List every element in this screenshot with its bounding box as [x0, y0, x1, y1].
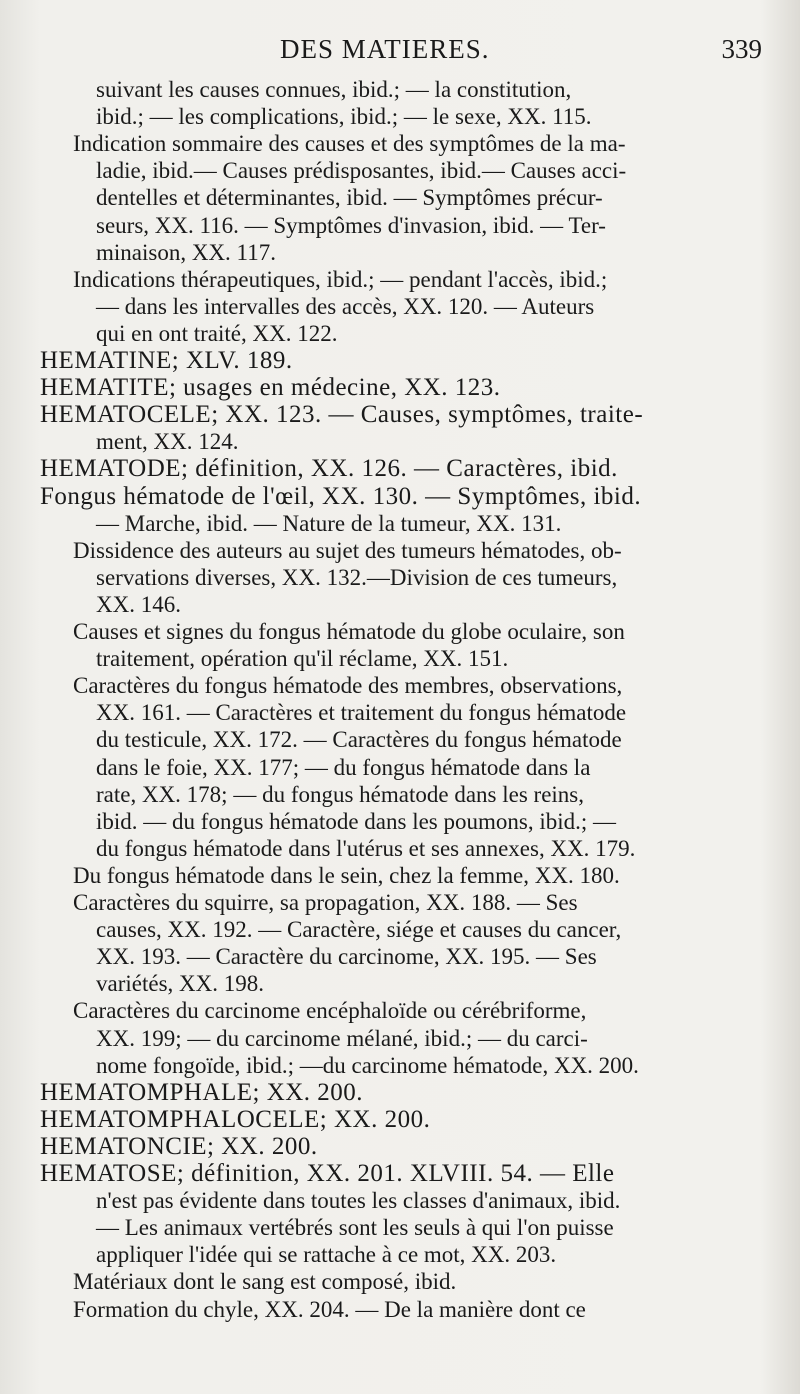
index-line	[0, 1296, 800, 1323]
index-line-text: Dissidence des auteurs au sujet des tumeurs hématodes, ob-	[73, 537, 622, 563]
index-line-text: HEMATODE; définition, XX. 126. — Caractères, ibid.	[40, 455, 618, 483]
index-line	[0, 1052, 800, 1079]
index-line	[0, 483, 800, 510]
index-line	[0, 266, 800, 293]
index-line-text: du testicule, XX. 172. — Caractères du fongus hématode	[96, 727, 622, 753]
index-line	[0, 645, 800, 672]
index-line-text: HEMATOCELE; XX. 123. — Causes, symptômes, traite-	[40, 401, 644, 429]
index-line-text: rate, XX. 178; — du fongus hématode dans les reins,	[96, 781, 585, 807]
index-line-text: Indication sommaire des causes et des symptômes de la ma-	[73, 131, 626, 157]
index-line	[0, 428, 800, 455]
index-line	[0, 401, 800, 428]
index-line-text: Caractères du carcinome encéphaloïde ou cérébriforme,	[73, 998, 587, 1024]
index-line	[0, 618, 800, 645]
index-line-text: Caractères du fongus hématode des membres, observations,	[73, 673, 623, 699]
index-line	[0, 1106, 800, 1133]
index-line	[0, 916, 800, 943]
index-line-text: Fongus hématode de l'œil, XX. 130. — Symptômes, ibid.	[40, 482, 642, 510]
index-line	[0, 130, 800, 157]
index-line	[0, 1187, 800, 1214]
page-number: 339	[721, 34, 762, 64]
index-line	[0, 184, 800, 211]
index-line-text: — dans les intervalles des accès, XX. 120. — Auteurs	[96, 293, 595, 319]
index-line	[0, 320, 800, 347]
index-line	[0, 239, 800, 266]
index-line	[0, 1160, 800, 1187]
index-line-text: — Marche, ibid. — Nature de la tumeur, XX. 131.	[96, 510, 562, 536]
index-line-text: n'est pas évidente dans toutes les classes d'animaux, ibid.	[96, 1188, 621, 1214]
index-line-text: XX. 161. — Caractères et traitement du fongus hématode	[96, 700, 627, 726]
index-line	[0, 455, 800, 482]
index-line-text: XX. 146.	[96, 591, 181, 617]
index-line-text: Formation du chyle, XX. 204. — De la manière dont ce	[73, 1296, 586, 1322]
index-line-text: XX. 193. — Caractère du carcinome, XX. 195. — Ses	[96, 944, 597, 970]
index-line	[0, 1025, 800, 1052]
index-line-text: traitement, opération qu'il réclame, XX. 151.	[96, 646, 509, 672]
index-line	[0, 1241, 800, 1268]
running-title: DES MATIERES.	[280, 34, 490, 64]
index-line-text: suivant les causes connues, ibid.; — la constitution,	[96, 77, 572, 102]
index-line	[0, 564, 800, 591]
index-line	[0, 347, 800, 374]
index-line	[0, 862, 800, 889]
page-header	[40, 32, 770, 72]
index-line	[0, 943, 800, 970]
index-line	[0, 672, 800, 699]
index-line-text: HEMATINE; XLV. 189.	[40, 347, 293, 374]
index-line-text: Indications thérapeutiques, ibid.; — pendant l'accès, ibid.;	[73, 266, 608, 292]
index-line-text: Caractères du squirre, sa propagation, XX. 188. — Ses	[73, 890, 578, 915]
index-line	[0, 970, 800, 997]
index-line-text: dans le foie, XX. 177; — du fongus hématode dans la	[96, 754, 591, 780]
index-line-text: — Les animaux vertébrés sont les seuls à qui l'on puisse	[96, 1215, 614, 1241]
index-line-text: HEMATOMPHALOCELE; XX. 200.	[40, 1105, 431, 1133]
index-line	[0, 1214, 800, 1241]
index-line	[0, 76, 800, 103]
index-line	[0, 997, 800, 1024]
index-line	[0, 808, 800, 835]
index-line-text: minaison, XX. 117.	[96, 239, 276, 265]
index-line	[0, 510, 800, 537]
index-line-text: HEMATONCIE; XX. 200.	[40, 1132, 318, 1160]
index-line-text: servations diverses, XX. 132.—Division de ces tumeurs,	[96, 564, 618, 590]
index-line-text: ibid.; — les complications, ibid.; — le sexe, XX. 115.	[96, 104, 592, 130]
index-line-text: dentelles et déterminantes, ibid. — Symptômes précur-	[96, 185, 603, 211]
index-line-text: HEMATOSE; définition, XX. 201. XLVIII. 54. — Elle	[40, 1160, 615, 1187]
index-line-text: Du fongus hématode dans le sein, chez la femme, XX. 180.	[73, 862, 620, 888]
index-line-text: variétés, XX. 198.	[96, 971, 264, 997]
index-line-text: seurs, XX. 116. — Symptômes d'invasion, ibid. — Ter-	[96, 212, 606, 238]
index-line-text: ibid. — du fongus hématode dans les poumons, ibid.; —	[96, 808, 617, 834]
index-line	[0, 754, 800, 781]
index-line-text: Causes et signes du fongus hématode du globe oculaire, son	[73, 619, 625, 644]
index-line-text: HEMATOMPHALE; XX. 200.	[40, 1078, 364, 1106]
index-line	[0, 889, 800, 916]
index-line	[0, 1133, 800, 1160]
index-line	[0, 374, 800, 401]
index-line-text: nome fongoïde, ibid.; —du carcinome hématode, XX. 200.	[96, 1052, 639, 1078]
index-line-text: XX. 199; — du carcinome mélané, ibid.; — du carci-	[96, 1025, 588, 1051]
index-line	[0, 591, 800, 618]
index-line	[0, 537, 800, 564]
index-line-text: ment, XX. 124.	[96, 429, 239, 455]
index-line-text: Matériaux dont le sang est composé, ibid.	[73, 1269, 457, 1295]
index-line	[0, 699, 800, 726]
index-line-text: causes, XX. 192. — Caractère, siége et causes du cancer,	[96, 917, 622, 943]
index-line	[0, 212, 800, 239]
index-line	[0, 781, 800, 808]
index-line	[0, 293, 800, 320]
index-line	[0, 1079, 800, 1106]
index-line-text: appliquer l'idée qui se rattache à ce mot, XX. 203.	[96, 1242, 557, 1268]
index-line	[0, 157, 800, 184]
index-line-text: ladie, ibid.— Causes prédisposantes, ibid.— Causes acci-	[96, 158, 627, 184]
index-line-text: HEMATITE; usages en médecine, XX. 123.	[40, 374, 501, 402]
index-line-text: du fongus hématode dans l'utérus et ses annexes, XX. 179.	[96, 835, 636, 861]
index-line	[0, 726, 800, 753]
index-line	[0, 103, 800, 130]
index-line	[0, 1268, 800, 1295]
index-line-text: qui en ont traité, XX. 122.	[96, 320, 338, 346]
index-line	[0, 835, 800, 862]
